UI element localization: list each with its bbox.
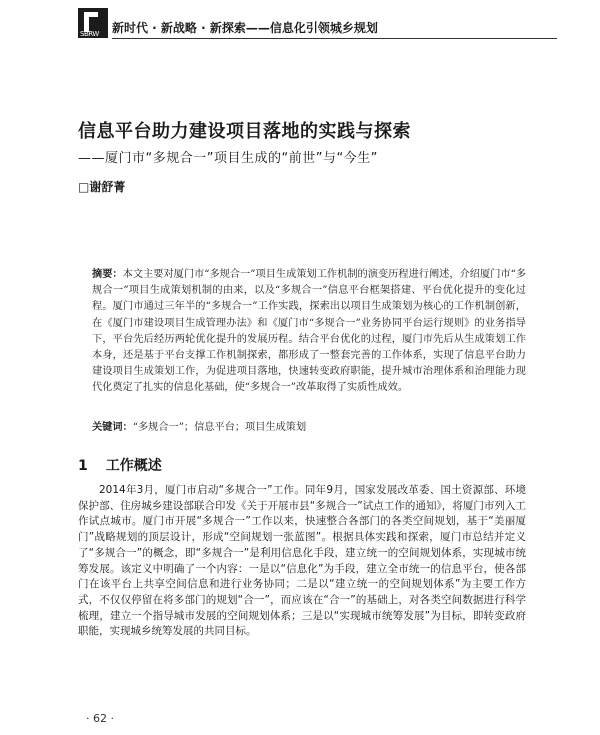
running-title: 新时代 · 新战略 · 新探索——信息化引领城乡规划 [112, 21, 378, 35]
abstract-text: 本文主要对厦门市“多规合一”项目生成策划工作机制的演变历程进行阐述，介绍厦门市“多规合一”项目生成策划机制的由来，以及“多规合一”信息平台框架搭建、平台优化提升的变化过程。厦门市通过三年半的“多规合一”工作实践，探索出以项目生成策划为核心的工作机制创新，在《厦门市建设项目生成管理办法》和《厦门市“多规合一”业务协同平台运行规则》的业务指导下，平台先后经历两轮优化提升的发展历程。结合平台优化的过程，厦门市先后从生成策划工作本身，还是基于平台支撑工作机制探索，都形成了一整套完善的工作体系，实现了信息平台助力建设项目生成策划工作，为促进项目落地，快速转变政府职能，提升城市治理体系和治理能力现代化奠定了扎实的信息化基础，使“多规合一”改革取得了实质性成效。 [92, 269, 527, 394]
article-subtitle: ——厦门市“多规合一”项目生成的“前世”与“今生” [78, 151, 378, 166]
running-header [78, 8, 558, 42]
journal-logo [78, 8, 108, 38]
keywords-label: 关键词： [92, 422, 133, 433]
keywords-text: “多规合一”；信息平台；项目生成策划 [132, 422, 307, 433]
header-divider [112, 38, 557, 39]
abstract-block [92, 267, 526, 397]
article-title: 信息平台助力建设项目落地的实践与探索 [78, 121, 411, 142]
logo-text: SBRW [80, 30, 99, 38]
section-body: 2014年3月，厦门市启动“多规合一”工作。同年9月，国家发展改革委、国土资源部、环境保护部、住房城乡建设部联合印发《关于开展市县“多规合一”试点工作的通知》，将厦门市列入工作试点城市。厦门市开展“多规合一”工作以来，快速整合各部门的各类空间规划，基于“美丽厦门”战略规划的顶层设计，形成“空间规划一张蓝图”。根据具体实践和探索，厦门市总结并定义了“多规合一”的概念，即“多规合一”是利用信息化手段，建立统一的空间规划体系，实现城市统筹发展。该定义中明确了一个内容：一是以“信息化”为手段，建立全市统一的信息平台，使各部门在该平台上共享空间信息和进行业务协同；二是以“建立统一的空间规划体系”为主要工作方式，不仅仅停留在将多部门的规划“合一”，而应该在“合一”的基础上，对各类空间数据进行科学梳理，建立一个指导城市发展的空间规划体系；三是以“实现城市统筹发展”为目标，即转变政府职能，实现城乡统筹发展的共同目标。 [78, 484, 526, 638]
section-title: 工作概述 [105, 458, 162, 474]
page-number: · 62 · [86, 712, 114, 725]
section-number: 1 [78, 458, 88, 474]
author-name: □谢舒菁 [78, 180, 126, 194]
abstract-label: 摘要： [92, 269, 123, 280]
keywords-block [92, 418, 526, 433]
section-heading [78, 455, 162, 475]
